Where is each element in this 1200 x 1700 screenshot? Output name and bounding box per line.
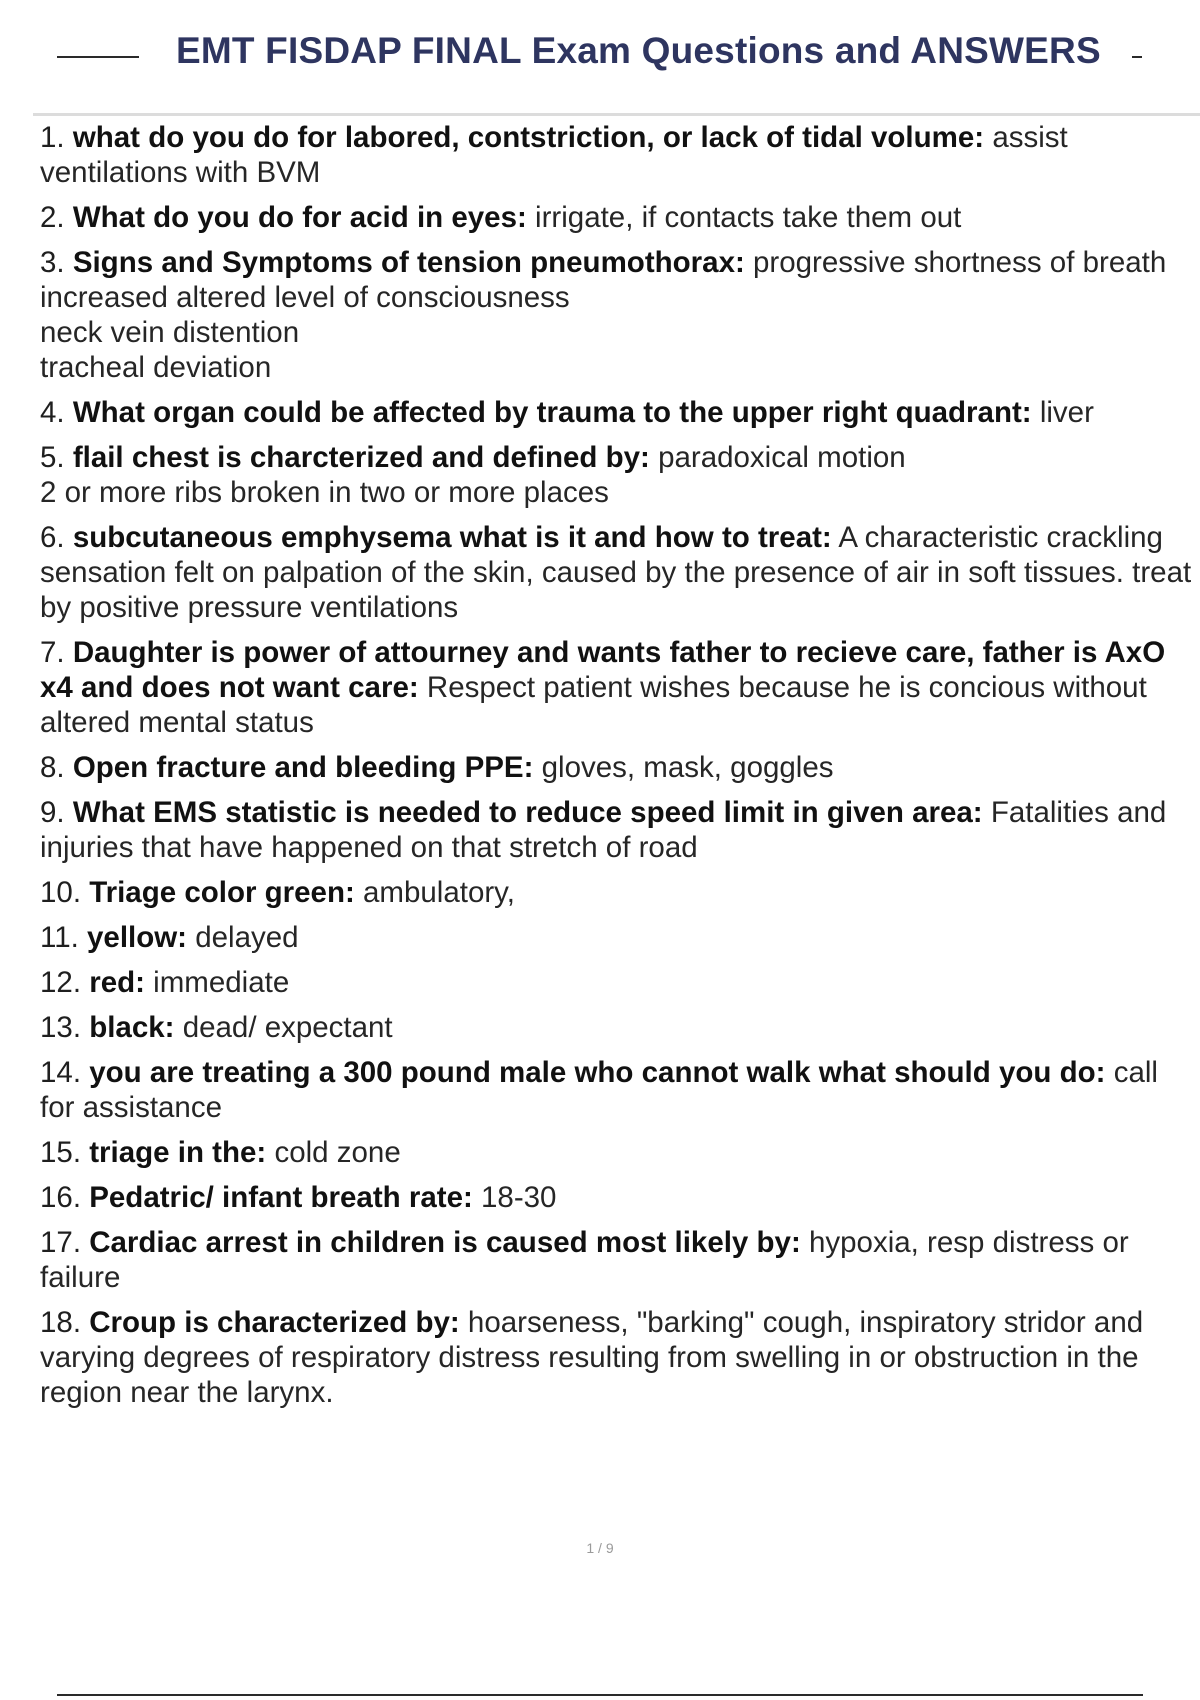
answer-text: dead/ expectant xyxy=(182,1011,393,1044)
question-text: flail chest is charcterized and defined by: xyxy=(72,441,650,474)
question-text: Open fracture and bleeding PPE: xyxy=(72,751,534,784)
document-title: EMT FISDAP FINAL Exam Questions and ANSWERS xyxy=(176,30,1101,71)
answer-text: Fatalities and injuries that have happened on that stretch of road xyxy=(40,796,1167,864)
qa-item xyxy=(40,795,1195,865)
item-number: 7. xyxy=(40,636,73,669)
qa-item xyxy=(40,965,1195,1000)
question-text: you are treating a 300 pound male who cannot walk what should you do: xyxy=(89,1056,1106,1089)
item-number: 16. xyxy=(40,1181,90,1214)
item-number: 5. xyxy=(40,441,73,474)
question-text: Cardiac arrest in children is caused most likely by: xyxy=(89,1226,801,1259)
qa-item xyxy=(40,520,1195,625)
question-text: Signs and Symptoms of tension pneumothorax: xyxy=(72,246,745,279)
item-number: 1. xyxy=(40,121,73,154)
question-text: subcutaneous emphysema what is it and how to treat: xyxy=(72,521,832,554)
answer-text: paradoxical motion 2 or more ribs broken in two or more places xyxy=(40,441,906,509)
answer-text: progressive shortness of breath increased altered level of consciousness neck vein distention tracheal deviation xyxy=(40,246,1167,384)
answer-text: hypoxia, resp distress or failure xyxy=(40,1226,1129,1294)
answer-text: immediate xyxy=(153,966,290,999)
answer-text: gloves, mask, goggles xyxy=(541,751,834,784)
qa-item xyxy=(40,1305,1195,1410)
qa-item xyxy=(40,920,1195,955)
question-text: black: xyxy=(89,1011,175,1044)
answer-text: delayed xyxy=(195,921,299,954)
item-number: 11. xyxy=(40,921,88,954)
answer-text: cold zone xyxy=(274,1136,401,1169)
item-number: 3. xyxy=(40,246,73,279)
header-dash xyxy=(1132,56,1142,58)
question-text: What organ could be affected by trauma to the upper right quadrant: xyxy=(72,396,1032,429)
answer-text: A characteristic crackling sensation felt on palpation of the skin, caused by the presence of air in soft tissues. treat by positive pressure ventilations xyxy=(40,521,1192,624)
qa-item xyxy=(40,1135,1195,1170)
question-text: What EMS statistic is needed to reduce speed limit in given area: xyxy=(72,796,983,829)
item-number: 14. xyxy=(40,1056,90,1089)
qa-item xyxy=(40,245,1195,385)
answer-text: Respect patient wishes because he is concious without altered mental status xyxy=(40,671,1147,739)
qa-item xyxy=(40,1055,1195,1125)
question-text: Daughter is power of attourney and wants father to recieve care, father is AxO x4 and does not want care: xyxy=(40,636,1166,704)
answer-text: call for assistance xyxy=(40,1056,1158,1124)
question-text: What do you do for acid in eyes: xyxy=(72,201,527,234)
qa-item xyxy=(40,200,1195,235)
page-header xyxy=(0,0,1200,108)
answer-text: irrigate, if contacts take them out xyxy=(535,201,962,234)
header-divider xyxy=(33,113,1200,116)
qa-item xyxy=(40,120,1195,190)
item-number: 9. xyxy=(40,796,73,829)
item-number: 2. xyxy=(40,201,73,234)
question-text: what do you do for labored, contstriction, or lack of tidal volume: xyxy=(72,121,985,154)
footer-rule xyxy=(57,1694,1143,1696)
answer-text: hoarseness, "barking" cough, inspiratory stridor and varying degrees of respiratory distress resulting from swelling in or obstruction in the region near the larynx. xyxy=(40,1306,1144,1409)
answer-text: liver xyxy=(1039,396,1094,429)
page-indicator: 1 / 9 xyxy=(586,1540,614,1556)
item-number: 8. xyxy=(40,751,73,784)
answer-text: 18-30 xyxy=(481,1181,557,1214)
item-number: 17. xyxy=(40,1226,90,1259)
answer-text: ambulatory, xyxy=(363,876,515,909)
item-number: 10. xyxy=(40,876,90,909)
question-text: Triage color green: xyxy=(89,876,355,909)
item-number: 15. xyxy=(40,1136,90,1169)
header-rule xyxy=(57,56,139,58)
qa-item xyxy=(40,1180,1195,1215)
qa-item xyxy=(40,1010,1195,1045)
question-answer-list xyxy=(40,120,1195,1420)
item-number: 13. xyxy=(40,1011,90,1044)
item-number: 4. xyxy=(40,396,73,429)
question-text: yellow: xyxy=(87,921,188,954)
question-text: Pedatric/ infant breath rate: xyxy=(89,1181,473,1214)
qa-item xyxy=(40,395,1195,430)
question-text: triage in the: xyxy=(89,1136,267,1169)
question-text: Croup is characterized by: xyxy=(89,1306,460,1339)
question-text: red: xyxy=(89,966,145,999)
qa-item xyxy=(40,875,1195,910)
qa-item xyxy=(40,440,1195,510)
qa-item xyxy=(40,635,1195,740)
item-number: 18. xyxy=(40,1306,90,1339)
qa-item xyxy=(40,750,1195,785)
qa-item xyxy=(40,1225,1195,1295)
item-number: 6. xyxy=(40,521,73,554)
answer-text: assist ventilations with BVM xyxy=(40,121,1068,189)
item-number: 12. xyxy=(40,966,90,999)
